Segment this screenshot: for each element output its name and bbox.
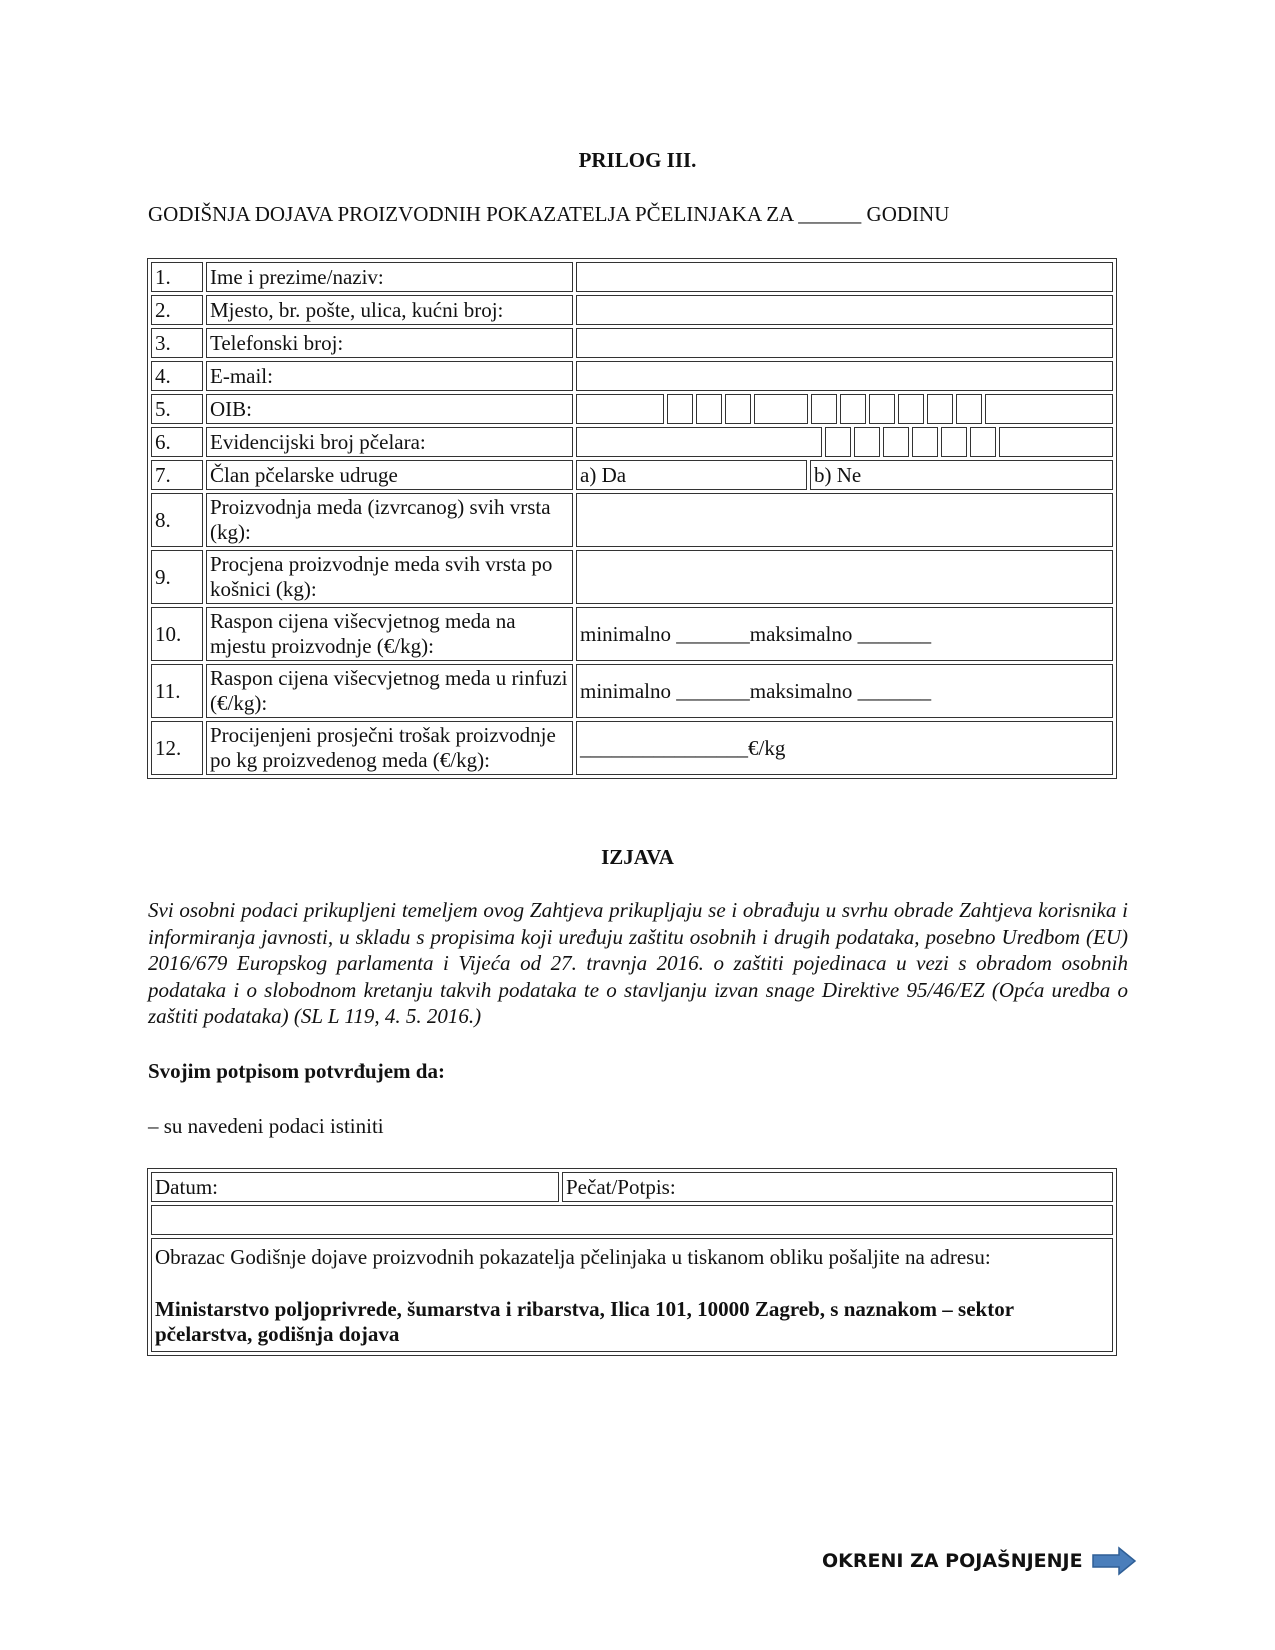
row-number: 12. [151,721,203,775]
row-label: Član pčelarske udruge [206,460,573,490]
ministry-address: Ministarstvo poljoprivrede, šumarstva i ribarstva, Ilica 101, 10000 Zagreb, s naznakom – sektor pčelarstva, godišnja dojava [155,1297,1014,1346]
blank-cell [151,1205,1113,1235]
form-heading: GODIŠNJA DOJAVA PROIZVODNIH POKAZATELJA PČELINJAKA ZA ______ GODINU [148,202,950,226]
form-row [151,394,1113,424]
blank-row [151,1205,1113,1235]
id-box[interactable] [854,427,880,457]
id-box[interactable] [941,427,967,457]
applicant-form-table [147,258,1117,779]
form-row [151,550,1113,604]
form-row [151,328,1113,358]
oib-box[interactable] [696,394,722,424]
row-label: Telefonski broj: [206,328,573,358]
turn-page-label: OKRENI ZA POJAŠNJENJE [822,1550,1083,1572]
confirmation-item: – su navedeni podaci istiniti [148,1114,384,1138]
row-number: 2. [151,295,203,325]
price-range-production-field[interactable]: minimalno _______maksimalno _______ [576,607,1113,661]
row-number: 11. [151,664,203,718]
address-row [151,1238,1113,1352]
send-instruction: Obrazac Godišnje dojave proizvodnih pokazatelja pčelinjaka u tiskanom obliku pošaljite na adresu: [155,1245,991,1269]
row-label: Procijenjeni prosječni trošak proizvodnje po kg proizvedenog meda (€/kg): [206,721,573,775]
form-row [151,460,1113,490]
oib-box[interactable] [840,394,866,424]
oib-box[interactable] [576,394,664,424]
row-label: Raspon cijena višecvjetnog meda na mjestu proizvodnje (€/kg): [206,607,573,661]
oib-box[interactable] [667,394,693,424]
form-row [151,607,1113,661]
declaration-title: IZJAVA [601,845,674,869]
per-hive-estimate-field[interactable] [576,550,1113,604]
date-field[interactable]: Datum: [151,1172,559,1202]
oib-boxes[interactable] [576,394,1113,424]
turn-page-note[interactable] [822,1546,1137,1576]
id-box[interactable] [912,427,938,457]
id-box[interactable] [999,427,1113,457]
row-label: Raspon cijena višecvjetnog meda u rinfuzi (€/kg): [206,664,573,718]
oib-box[interactable] [754,394,808,424]
form-row [151,427,1113,457]
signature-table [147,1168,1117,1356]
oib-box[interactable] [811,394,837,424]
honey-production-field[interactable] [576,493,1113,547]
row-label: Ime i prezime/naziv: [206,262,573,292]
oib-box[interactable] [898,394,924,424]
confirmation-heading: Svojim potpisom potvrđujem da: [148,1059,445,1083]
row-label: Proizvodnja meda (izvrcanog) svih vrsta (kg): [206,493,573,547]
phone-field[interactable] [576,328,1113,358]
production-cost-field[interactable]: ________________€/kg [576,721,1113,775]
declaration-text: Svi osobni podaci prikupljeni temeljem ovog Zahtjeva prikupljaju se i obrađuju u svrhu obrade Zahtjeva korisnika i informiranja javnosti, u skladu s propisima koji uređuju zaštitu osobnih i drugih podataka, posebno Uredbom (EU) 2016/679 Europskog parlamenta i Vijeća od 27. travnja 2016. o zaštiti pojedinaca u vezi s obradom osobnih podataka i o slobodnom kretanju takvih podataka te o stavljanju izvan snage Direktive 95/46/EZ (Opća uredba o zaštiti podataka) (SL L 119, 4. 5. 2016.) [148,898,1128,1028]
beekeeper-id-boxes[interactable] [576,427,1113,457]
right-arrow-icon [1091,1546,1137,1576]
id-box[interactable] [576,427,822,457]
row-number: 5. [151,394,203,424]
row-number: 7. [151,460,203,490]
option-yes[interactable]: a) Da [576,460,807,490]
row-label: Procjena proizvodnje meda svih vrsta po košnici (kg): [206,550,573,604]
address-field[interactable] [576,295,1113,325]
row-number: 8. [151,493,203,547]
form-row [151,493,1113,547]
form-row [151,262,1113,292]
name-field[interactable] [576,262,1113,292]
oib-box[interactable] [985,394,1113,424]
row-number: 4. [151,361,203,391]
row-number: 10. [151,607,203,661]
row-number: 3. [151,328,203,358]
form-row [151,295,1113,325]
signature-row [151,1172,1113,1202]
form-row [151,361,1113,391]
id-box[interactable] [883,427,909,457]
row-label: Mjesto, br. pošte, ulica, kućni broj: [206,295,573,325]
option-no[interactable]: b) Ne [810,460,1113,490]
row-label: E-mail: [206,361,573,391]
oib-box[interactable] [725,394,751,424]
page-title: PRILOG III. [578,148,697,172]
row-number: 1. [151,262,203,292]
row-number: 9. [151,550,203,604]
row-label: OIB: [206,394,573,424]
id-box[interactable] [970,427,996,457]
address-cell [151,1238,1113,1352]
price-range-bulk-field[interactable]: minimalno _______maksimalno _______ [576,664,1113,718]
oib-box[interactable] [927,394,953,424]
oib-box[interactable] [869,394,895,424]
stamp-signature-field[interactable]: Pečat/Potpis: [562,1172,1113,1202]
id-box[interactable] [825,427,851,457]
row-label: Evidencijski broj pčelara: [206,427,573,457]
oib-box[interactable] [956,394,982,424]
email-field[interactable] [576,361,1113,391]
form-row [151,721,1113,775]
row-number: 6. [151,427,203,457]
form-row [151,664,1113,718]
